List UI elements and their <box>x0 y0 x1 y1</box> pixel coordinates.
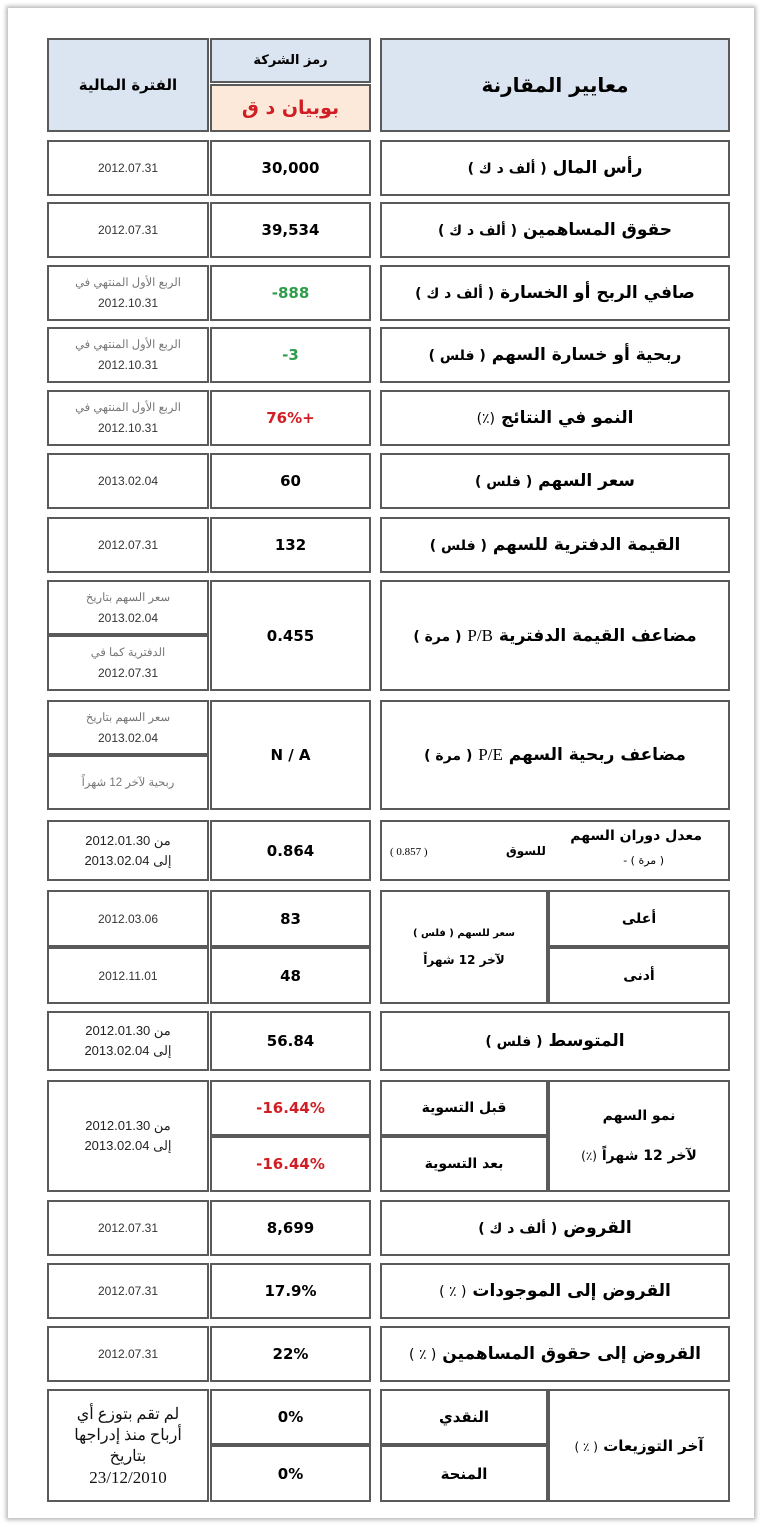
company-name-cell <box>210 84 371 132</box>
loans-assets-unit: ( ٪ ) <box>439 1284 467 1300</box>
stock-growth-label: نمو السهم <box>602 1108 676 1124</box>
eps-value-cell <box>210 327 371 383</box>
low-label: أدنى <box>623 967 655 984</box>
pe-criterion <box>380 700 730 810</box>
loans-period-text: 2012.07.31 <box>97 1221 159 1235</box>
net-profit-period <box>47 265 209 321</box>
share-price-period-text: 2013.02.04 <box>97 474 159 488</box>
loans-equity-criterion <box>380 1326 730 1382</box>
eps-unit: ( فلس ) <box>428 348 486 364</box>
low-value: 48 <box>280 966 301 985</box>
dividends-note-line1: لم تقم بتوزع أي <box>76 1405 180 1423</box>
dividends-note-line2: أرباح منذ إدراجها <box>74 1426 182 1444</box>
loans-assets-period-text: 2012.07.31 <box>97 1284 159 1298</box>
pb-label: مضاعف القيمة الدفترية <box>498 625 697 646</box>
growth-after-value: -16.44% <box>256 1155 325 1173</box>
capital-label: رأس المال <box>552 158 643 178</box>
eps-period-text: 2012.10.31 <box>97 358 159 372</box>
capital-unit: ( ألف د ك ) <box>467 161 547 177</box>
pe-period-2-note: ربحية لآخر 12 شهراً <box>81 776 175 789</box>
dividends-label: آخر التوزيعات <box>603 1436 704 1455</box>
loans-assets-period <box>47 1263 209 1319</box>
equity-period-text: 2012.07.31 <box>97 223 159 237</box>
turnover-to: إلى 2013.02.04 <box>84 852 172 868</box>
equity-value-cell <box>210 202 371 258</box>
period-header <box>47 38 209 132</box>
growth-period <box>47 390 209 446</box>
pb-period-1 <box>47 580 209 635</box>
high-period <box>47 890 209 947</box>
growth-period-text: 2012.10.31 <box>97 421 159 435</box>
turnover-period <box>47 820 209 881</box>
average-value: 56.84 <box>266 1032 315 1050</box>
net-profit-value: -888 <box>271 284 310 302</box>
loans-unit: ( ألف د ك ) <box>478 1221 558 1237</box>
share-price-criterion <box>380 453 730 509</box>
company-code-label: رمز الشركة <box>253 53 328 68</box>
loans-equity-label: القروض إلى حقوق المساهمين <box>442 1344 701 1364</box>
growth-after-value-cell <box>210 1136 371 1192</box>
pe-value-cell <box>210 700 371 810</box>
high-value-cell <box>210 890 371 947</box>
average-period <box>47 1011 209 1071</box>
share-price-label: سعر السهم <box>538 471 636 491</box>
book-value-period <box>47 517 209 573</box>
stock-growth-unit: (٪) <box>581 1149 597 1163</box>
pb-period-1-note: سعر السهم بتاريخ <box>85 591 171 604</box>
price-range-criterion <box>380 890 548 1004</box>
net-profit-value-cell <box>210 265 371 321</box>
loans-equity-value: 22% <box>272 1345 309 1363</box>
pe-label: مضاعف ربحية السهم <box>508 745 686 765</box>
pb-value: 0.455 <box>266 626 315 645</box>
dividends-note-line3: بتاريخ <box>109 1447 147 1465</box>
equity-criterion <box>380 202 730 258</box>
growth-after-label: بعد التسوية <box>424 1156 504 1172</box>
eps-criterion <box>380 327 730 383</box>
pe-period-1 <box>47 700 209 755</box>
loans-assets-value-cell <box>210 1263 371 1319</box>
turnover-unit: ( مرة ) - <box>623 854 664 867</box>
eps-label: ربحية أو خسارة السهم <box>491 345 682 365</box>
stock-growth-criterion <box>548 1080 730 1192</box>
loans-equity-period <box>47 1326 209 1382</box>
book-value-label: القيمة الدفترية للسهم <box>492 535 681 555</box>
loans-value: 8,699 <box>266 1219 315 1237</box>
pb-period-2-text: 2012.07.31 <box>97 666 159 680</box>
equity-unit: ( ألف د ك ) <box>438 223 518 239</box>
loans-equity-unit: ( ٪ ) <box>409 1347 437 1363</box>
dividends-unit: ( ٪ ) <box>574 1439 598 1454</box>
cash-value: 0% <box>277 1408 304 1426</box>
loans-criterion <box>380 1200 730 1256</box>
book-value-criterion <box>380 517 730 573</box>
pb-period-2-note: الدفترية كما في <box>90 647 166 659</box>
equity-value: 39,534 <box>261 221 320 239</box>
net-profit-period-note: الربع الأول المنتهي في <box>75 277 181 289</box>
stock-growth-label2: لآخر 12 شهراً <box>601 1148 697 1164</box>
book-value-unit: ( فلس ) <box>429 538 487 554</box>
dividends-criterion <box>548 1389 730 1502</box>
book-value-value: 132 <box>274 536 307 554</box>
dividends-note-cell <box>47 1389 209 1502</box>
loans-label: القروض <box>563 1218 632 1238</box>
turnover-market-label: للسوق <box>506 844 546 858</box>
loans-period <box>47 1200 209 1256</box>
capital-period-text: 2012.07.31 <box>97 161 159 175</box>
equity-label: حقوق المساهمين <box>523 220 672 240</box>
stock-growth-to: إلى 2013.02.04 <box>84 1138 172 1153</box>
pb-criterion <box>380 580 730 691</box>
turnover-value-cell <box>210 820 371 881</box>
low-period <box>47 947 209 1004</box>
average-label: المتوسط <box>548 1031 625 1051</box>
growth-before-label: قبل التسوية <box>421 1100 507 1116</box>
net-profit-unit: ( ألف د ك ) <box>415 286 495 302</box>
loans-value-cell <box>210 1200 371 1256</box>
growth-value-cell <box>210 390 371 446</box>
growth-after-label-cell <box>380 1136 548 1192</box>
eps-value: -3 <box>282 346 299 364</box>
average-value-cell <box>210 1011 371 1071</box>
pb-unit: ( مرة ) <box>413 628 462 645</box>
pb-period-2 <box>47 635 209 691</box>
growth-value: 76%+ <box>266 409 315 427</box>
average-from: من 2012.01.30 <box>85 1023 171 1038</box>
pe-ratio: P/E <box>478 745 503 764</box>
stock-growth-from: من 2012.01.30 <box>85 1118 171 1133</box>
company-name: بوبيان د ق <box>241 97 340 119</box>
low-value-cell <box>210 947 371 1004</box>
criteria-header <box>380 38 730 132</box>
net-profit-criterion <box>380 265 730 321</box>
price-range-line2: لآخر 12 شهراً <box>423 952 505 967</box>
capital-value: 30,000 <box>261 159 320 177</box>
average-to: إلى 2013.02.04 <box>84 1043 172 1058</box>
turnover-label: معدل دوران السهم <box>570 828 702 844</box>
high-label-cell <box>548 890 730 947</box>
cash-label-cell <box>380 1389 548 1445</box>
low-label-cell <box>548 947 730 1004</box>
capital-value-cell <box>210 140 371 196</box>
company-code-header <box>210 38 371 83</box>
cash-label: النقدي <box>438 1408 490 1426</box>
bonus-label: المنحة <box>440 1464 488 1483</box>
eps-period <box>47 327 209 383</box>
high-label: أعلى <box>621 910 657 927</box>
growth-before-label-cell <box>380 1080 548 1136</box>
pb-ratio: P/B <box>467 625 493 645</box>
share-price-unit: ( فلس ) <box>475 474 533 490</box>
low-period-text: 2012.11.01 <box>98 968 158 983</box>
dividends-note-date: 23/12/2010 <box>89 1467 167 1487</box>
high-period-text: 2012.03.06 <box>97 911 159 926</box>
pe-period-1-note: سعر السهم بتاريخ <box>85 711 171 724</box>
bonus-label-cell <box>380 1445 548 1502</box>
eps-period-note: الربع الأول المنتهي في <box>75 339 181 351</box>
pe-value: N / A <box>270 746 311 764</box>
capital-period <box>47 140 209 196</box>
average-criterion <box>380 1011 730 1071</box>
growth-label: النمو في النتائج <box>500 408 634 428</box>
average-unit: ( فلس ) <box>485 1034 543 1050</box>
growth-before-value-cell <box>210 1080 371 1136</box>
capital-criterion <box>380 140 730 196</box>
book-value-period-text: 2012.07.31 <box>97 538 159 552</box>
growth-period-note: الربع الأول المنتهي في <box>75 402 181 414</box>
loans-equity-value-cell <box>210 1326 371 1382</box>
turnover-criterion <box>380 820 730 881</box>
period-header-label: الفترة المالية <box>78 76 178 94</box>
pe-period-1-text: 2013.02.04 <box>97 730 159 745</box>
net-profit-label: صافي الربح أو الخسارة <box>500 283 695 303</box>
turnover-from: من 2012.01.30 <box>85 832 171 848</box>
stock-growth-period <box>47 1080 209 1192</box>
growth-before-value: -16.44% <box>256 1099 325 1117</box>
growth-unit: (٪) <box>476 411 496 427</box>
growth-criterion <box>380 390 730 446</box>
book-value-value-cell <box>210 517 371 573</box>
share-price-value: 60 <box>280 472 301 490</box>
high-value: 83 <box>280 909 301 928</box>
pe-period-2 <box>47 755 209 810</box>
bonus-value-cell <box>210 1445 371 1502</box>
loans-assets-criterion <box>380 1263 730 1319</box>
cash-value-cell <box>210 1389 371 1445</box>
loans-assets-label: القروض إلى الموجودات <box>472 1281 671 1301</box>
price-range-line1: سعر للسهم ( فلس ) <box>413 927 515 939</box>
bonus-value: 0% <box>277 1464 304 1483</box>
loans-assets-value: 17.9% <box>264 1282 317 1300</box>
criteria-header-label: معايير المقارنة <box>481 73 629 97</box>
turnover-value: 0.864 <box>266 841 315 860</box>
equity-period <box>47 202 209 258</box>
pb-value-cell <box>210 580 371 691</box>
turnover-market-value: ( 0.857 ) <box>390 846 428 858</box>
loans-equity-period-text: 2012.07.31 <box>97 1347 159 1361</box>
share-price-period <box>47 453 209 509</box>
pe-unit: ( مرة ) <box>424 748 473 764</box>
net-profit-period-text: 2012.10.31 <box>97 296 159 310</box>
pb-period-1-text: 2013.02.04 <box>97 610 159 625</box>
share-price-value-cell <box>210 453 371 509</box>
